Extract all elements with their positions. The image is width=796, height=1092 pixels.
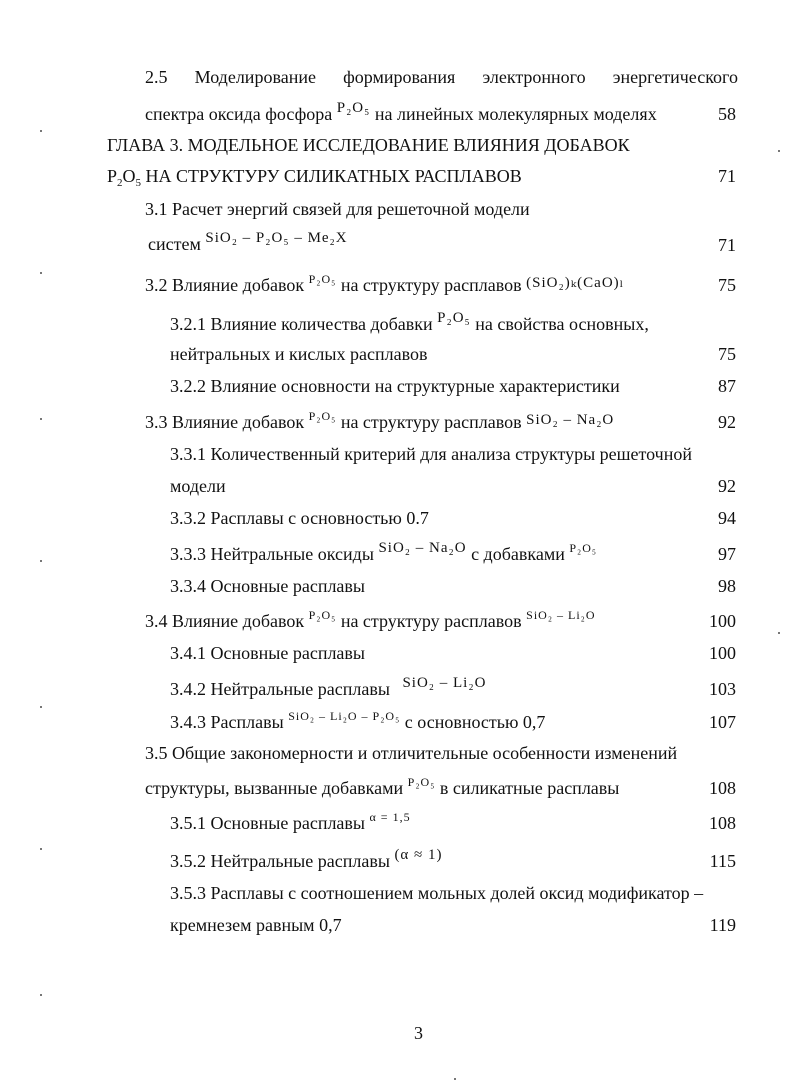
- toc-text: 3.4 Влияние добавок: [145, 611, 305, 631]
- toc-text: систем: [148, 234, 201, 254]
- toc-entry-3-3-3: [170, 540, 598, 567]
- toc-page-number: 94: [718, 508, 736, 528]
- toc-entry-3-2: [145, 274, 624, 298]
- chapter-3-heading-line1: ГЛАВА 3. МОДЕЛЬНОЕ ИССЛЕДОВАНИЕ ВЛИЯНИЯ ДОБАВОК: [107, 135, 630, 155]
- toc-entry-3-3: [145, 411, 614, 435]
- formula: O: [122, 166, 136, 186]
- toc-text: на линейных молекулярных моделях: [374, 104, 657, 124]
- formula: P: [107, 166, 118, 186]
- formula: P₂O₅: [308, 409, 337, 423]
- toc-text: 3.5.1 Основные расплавы: [170, 813, 366, 833]
- toc-word: формирования: [343, 67, 456, 87]
- formula: P₂O₅: [437, 310, 471, 326]
- toc-text: 3.3 Влияние добавок: [145, 412, 305, 432]
- scan-speck: [454, 1078, 456, 1080]
- toc-page-number: 108: [709, 778, 736, 798]
- toc-page-number: 107: [709, 712, 736, 732]
- formula: SiO₂ – Na₂O: [378, 540, 467, 556]
- toc-word: Моделирование: [194, 67, 316, 87]
- scan-speck: [40, 418, 42, 420]
- formula: SiO₂ – Na₂O: [526, 412, 615, 428]
- toc-entry-3-5-1: [170, 812, 411, 836]
- toc-text: НА СТРУКТУРУ СИЛИКАТНЫХ РАСПЛАВОВ: [141, 166, 522, 186]
- toc-text: на структуру расплавов: [340, 412, 522, 432]
- toc-page-number: 98: [718, 576, 736, 596]
- toc-entry-3-2-2: 3.2.2 Влияние основности на структурные характеристики: [170, 376, 620, 396]
- toc-page-number: 71: [718, 235, 736, 255]
- toc-text: 3.2 Влияние добавок: [145, 275, 305, 295]
- toc-page-number: 108: [709, 813, 736, 833]
- subscript: 5: [135, 177, 142, 189]
- scan-speck: [40, 994, 42, 996]
- toc-page-number: 87: [718, 376, 736, 396]
- scan-speck: [40, 848, 42, 850]
- toc-text: 3.4.3 Расплавы: [170, 712, 284, 732]
- toc-page-number: 58: [718, 104, 736, 124]
- toc-text: в силикатные расплавы: [439, 778, 620, 798]
- toc-entry-3-5-line1: 3.5 Общие закономерности и отличительные особенности изменений: [145, 743, 678, 763]
- toc-text: спектра оксида фосфора: [145, 104, 333, 124]
- formula: P₂O₅: [336, 100, 371, 116]
- toc-text: на свойства основных,: [475, 314, 649, 334]
- subscript: 2: [117, 177, 123, 189]
- toc-entry-3-2-1-line2: нейтральных и кислых расплавов: [170, 344, 428, 364]
- formula: P₂O₅: [407, 775, 436, 789]
- toc-entry-3-5-3-line2: кремнезем равным 0,7: [170, 915, 342, 935]
- toc-text: структуры, вызванные добавками: [145, 778, 404, 798]
- formula: SiO₂ – P₂O₅ – Me₂X: [205, 230, 348, 246]
- toc-text: на структуру расплавов: [340, 611, 522, 631]
- formula: α = 1,5: [369, 810, 411, 824]
- formula: SiO₂ – Li₂O – P₂O₅: [288, 709, 401, 723]
- toc-word: электронного: [482, 67, 586, 87]
- toc-entry-3-3-1-line2: модели: [170, 476, 226, 496]
- scan-speck: [40, 706, 42, 708]
- toc-entry-2-5-line1: [145, 66, 738, 88]
- toc-entry-3-4-3: [170, 711, 545, 735]
- toc-page-number: 75: [718, 275, 736, 295]
- toc-page-number: 75: [718, 344, 736, 364]
- toc-entry-3-5-2: [170, 847, 443, 874]
- toc-text: с добавками: [471, 544, 565, 564]
- scan-speck: [778, 150, 780, 152]
- toc-page-number: 115: [709, 851, 736, 871]
- toc-page-number: 97: [718, 544, 736, 564]
- toc-entry-3-3-4: 3.3.4 Основные расплавы: [170, 576, 366, 596]
- scan-speck: [778, 632, 780, 634]
- scan-speck: [40, 272, 42, 274]
- page-number: 3: [414, 1023, 423, 1043]
- toc-entry-3-4-2: [170, 675, 487, 702]
- toc-page-number: 103: [709, 679, 736, 699]
- formula: P₂O₅: [308, 272, 337, 286]
- toc-page-number: 71: [718, 166, 736, 186]
- toc-text: на структуру расплавов: [340, 275, 522, 295]
- toc-page-number: 92: [718, 412, 736, 432]
- toc-entry-2-5-line2: [145, 100, 657, 127]
- toc-entry-3-5-line2: [145, 777, 619, 801]
- formula: P₂O₅: [308, 608, 337, 622]
- scan-speck: [40, 130, 42, 132]
- scan-speck: [40, 560, 42, 562]
- toc-entry-3-3-1-line1: 3.3.1 Количественный критерий для анализа структуры решеточной: [170, 444, 692, 464]
- toc-page-number: 92: [718, 476, 736, 496]
- formula: SiO₂ – Li₂O: [526, 608, 596, 622]
- toc-text: 3.5.2 Нейтральные расплавы: [170, 851, 390, 871]
- toc-entry-3-4: [145, 610, 596, 634]
- toc-entry-3-5-3-line1: 3.5.3 Расплавы с соотношением мольных долей оксид модификатор –: [170, 883, 704, 903]
- toc-page-number: 119: [709, 915, 736, 935]
- chapter-3-heading-line2: [107, 165, 522, 190]
- toc-entry-3-1-line2: [148, 230, 348, 257]
- toc-text: 3.2.1 Влияние количества добавки: [170, 314, 433, 334]
- toc-page-number: 100: [709, 611, 736, 631]
- formula: P₂O₅: [569, 541, 598, 555]
- toc-text: 3.3.3 Нейтральные оксиды: [170, 544, 374, 564]
- toc-text: с основностью 0,7: [404, 712, 546, 732]
- formula: SiO₂ – Li₂O: [402, 675, 487, 691]
- formula: (α ≈ 1): [394, 847, 443, 863]
- toc-page-number: 100: [709, 643, 736, 663]
- toc-entry-number: 2.5: [145, 67, 168, 87]
- toc-entry-3-3-2: 3.3.2 Расплавы с основностью 0.7: [170, 508, 429, 528]
- toc-text: 3.4.2 Нейтральные расплавы: [170, 679, 390, 699]
- toc-entry-3-4-1: 3.4.1 Основные расплавы: [170, 643, 366, 663]
- formula: (SiO₂)ₖ(CaO)ₗ: [526, 275, 625, 291]
- toc-word: энергетического: [612, 67, 738, 87]
- toc-entry-3-1-line1: 3.1 Расчет энергий связей для решеточной модели: [145, 199, 530, 219]
- toc-entry-3-2-1-line1: [170, 310, 649, 337]
